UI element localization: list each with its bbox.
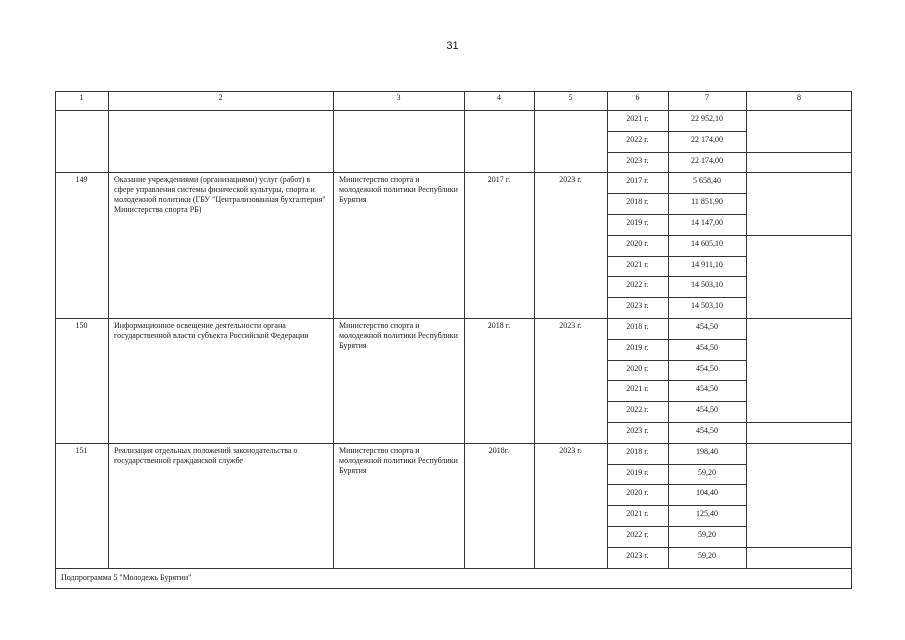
row-divider [607, 193, 746, 194]
amount-cell: 454,50 [696, 322, 718, 331]
year-cell: 2019 г. [626, 342, 649, 352]
year-cell: 2021 г. [626, 114, 649, 123]
year-cell: 2023 г. [626, 550, 649, 560]
year-cell: 2023 г. [626, 155, 649, 165]
year-cell: 2023 г. [626, 426, 649, 435]
header-cell-1: 1 [79, 93, 84, 102]
row-divider [607, 380, 746, 381]
year-cell: 2023 г. [626, 301, 649, 311]
row-divider [607, 276, 746, 277]
subprogram-title: Подпрограмма 5 "Молодежь Бурятии" [61, 572, 192, 582]
header-divider [55, 110, 852, 111]
group-divider [55, 443, 852, 444]
entry-end-year: 2023 г. [559, 175, 582, 185]
amount-cell: 22 174,00 [691, 155, 723, 165]
amount-cell: 198,40 [696, 446, 718, 456]
year-cell: 2021 г. [626, 384, 649, 394]
amount-cell: 59,20 [698, 467, 716, 477]
amount-cell: 11 851,90 [691, 197, 723, 207]
col8-divider [746, 152, 852, 153]
year-cell: 2018 г. [626, 446, 649, 456]
column-line [108, 91, 109, 568]
amount-cell: 454,50 [696, 426, 718, 435]
amount-cell: 125,40 [696, 509, 718, 519]
amount-cell: 22 952,10 [691, 114, 723, 123]
entry-start-year: 2017 г. [487, 175, 511, 185]
column-line [333, 91, 334, 568]
amount-cell: 59,20 [698, 530, 716, 539]
amount-cell: 454,50 [696, 342, 718, 352]
entry-name: Реализация отдельных положений законодательства о государственной гражданской службе [114, 445, 298, 465]
row-divider [607, 505, 746, 506]
row-divider [607, 464, 746, 465]
year-cell: 2022 г. [626, 530, 649, 539]
row-divider [607, 152, 746, 153]
year-cell: 2020 г. [626, 363, 649, 373]
entry-name: Оказание учреждениями (организациями) услуг (работ) в сфере управления системы физической культуры, спорта и молодежной политики (ГБУ "Централизованная бухгалтерия" Министерства спорта РБ) [114, 175, 326, 215]
entry-start-year: 2018 г. [487, 321, 511, 330]
entry-number: 151 [75, 445, 88, 455]
header-cell-8: 8 [797, 93, 801, 102]
col8-divider [746, 422, 852, 423]
amount-cell: 5 658,40 [693, 176, 721, 186]
header-cell-7: 7 [705, 93, 709, 102]
year-cell: 2018 г. [626, 322, 649, 331]
year-cell: 2020 г. [626, 488, 649, 498]
year-cell: 2018 г. [626, 197, 649, 207]
amount-cell: 454,50 [696, 405, 718, 415]
budget-table [55, 91, 852, 589]
column-line [668, 91, 669, 568]
entry-number: 150 [75, 321, 88, 330]
amount-cell: 59,20 [698, 550, 716, 560]
row-divider [607, 235, 746, 236]
entry-executor: Министерство спорта и молодежной политики Республики Бурятия [339, 321, 458, 350]
entry-end-year: 2023 г. [559, 445, 582, 455]
year-cell: 2020 г. [626, 238, 649, 248]
entry-executor: Министерство спорта и молодежной политики Республики Бурятия [339, 445, 458, 475]
header-cell-4: 4 [497, 93, 501, 102]
header-cell-2: 2 [218, 93, 223, 102]
row-divider [607, 401, 746, 402]
column-line [607, 91, 608, 568]
column-line [746, 91, 747, 568]
year-cell: 2022 г. [626, 134, 649, 144]
col8-divider [746, 547, 852, 548]
group-divider [55, 318, 852, 319]
amount-cell: 14 911,10 [691, 259, 723, 269]
entry-number: 149 [75, 175, 88, 185]
amount-cell: 14 605,10 [691, 238, 723, 248]
entry-end-year: 2023 г. [559, 321, 582, 330]
row-divider [607, 484, 746, 485]
amount-cell: 22 174,00 [691, 134, 723, 144]
col8-divider [746, 235, 852, 236]
amount-cell: 104,40 [696, 488, 718, 498]
row-divider [607, 297, 746, 298]
year-cell: 2019 г. [626, 467, 649, 477]
page-number: 31 [446, 40, 459, 52]
row-divider [607, 214, 746, 215]
year-cell: 2022 г. [626, 405, 649, 415]
amount-cell: 14 503,10 [691, 280, 723, 290]
amount-cell: 454,50 [696, 363, 718, 373]
year-cell: 2019 г. [626, 218, 649, 227]
header-cell-3: 3 [396, 93, 401, 102]
entry-executor: Министерство спорта и молодежной политики Республики Бурятия [339, 175, 458, 205]
header-cell-5: 5 [568, 93, 573, 102]
row-divider [607, 256, 746, 257]
entry-start-year: 2018г. [488, 445, 510, 455]
row-divider [607, 339, 746, 340]
group-divider [55, 172, 852, 173]
row-divider [607, 360, 746, 361]
entry-name: Информационное освещение деятельности органа государственной власти субъекта Российской Федерации [114, 321, 309, 340]
header-cell-6: 6 [635, 93, 640, 102]
amount-cell: 14 503,10 [691, 301, 723, 311]
year-cell: 2021 г. [626, 509, 649, 519]
row-divider [607, 547, 746, 548]
year-cell: 2022 г. [626, 280, 649, 290]
amount-cell: 454,50 [696, 384, 718, 394]
footer-divider [55, 568, 852, 569]
column-line [464, 91, 465, 568]
amount-cell: 14 147,00 [691, 218, 723, 227]
row-divider [607, 526, 746, 527]
column-line [534, 91, 535, 568]
row-divider [607, 131, 746, 132]
year-cell: 2017 г. [626, 176, 649, 186]
year-cell: 2021 г. [626, 259, 649, 269]
row-divider [607, 422, 746, 423]
